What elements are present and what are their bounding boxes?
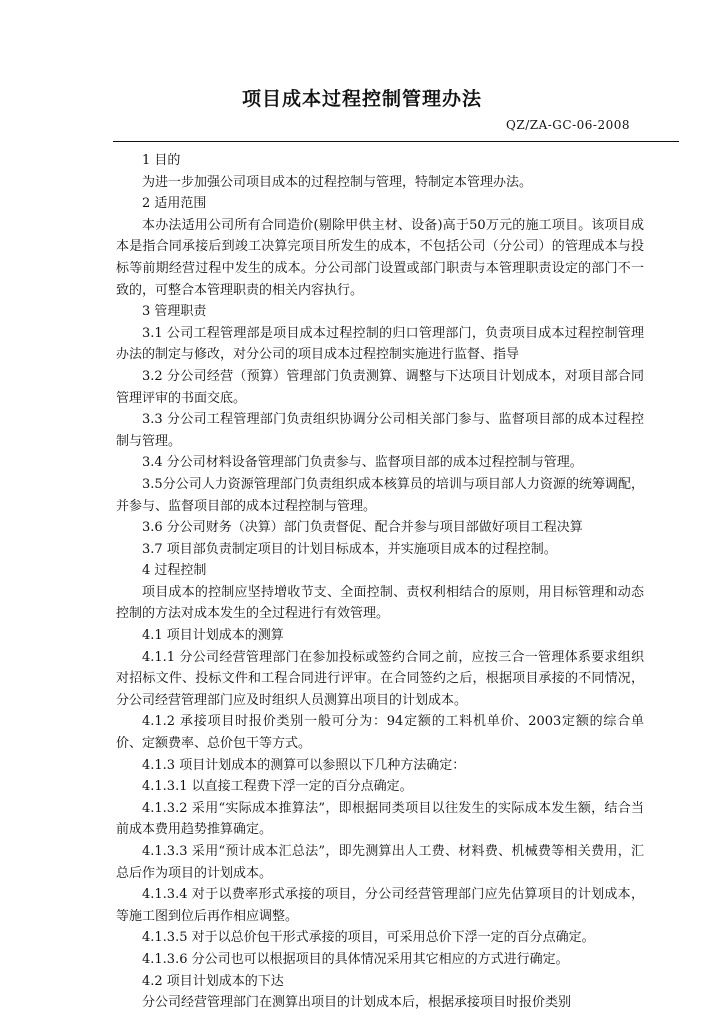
section-heading: 2 适用范围 <box>142 196 207 212</box>
paragraph: 3.7 项目部负责制定项目的计划目标成本，并实施项目成本的过程控制。 <box>142 541 557 557</box>
paragraph: 4.1.3.1 以直接工程费下浮一定的百分点确定。 <box>142 779 413 795</box>
paragraph: 本办法适用公司所有合同造价(剔除甲供主材、设备)高于50万元的施工项目。该项目成本是指合同承接后到竣工决算完项目所发生的成本，不包括公司（分公司）的管理成本与投标等前期经营过程中发生的成本。分公司部门设置或部门职责与本管理职责设定的部门不一致的，可整合本管理职责的相关内容执行。 <box>116 217 644 298</box>
paragraph: 4.1.3.3 采用“预计成本汇总法”，即先测算出人工费、材料费、机械费等相关费用，汇总后作为项目的计划成本。 <box>116 844 644 881</box>
subsection-heading: 4.2 项目计划成本的下达 <box>142 973 284 989</box>
section-heading: 4 过程控制 <box>142 563 207 579</box>
paragraph: 4.1.3.5 对于以总价包干形式承接的项目，可采用总价下浮一定的百分点确定。 <box>142 930 595 946</box>
document-body <box>116 150 644 1014</box>
paragraph: 4.1.3.2 采用“实际成本推算法”，即根据同类项目以往发生的实际成本发生额，结合当前成本费用趋势推算确定。 <box>116 800 644 838</box>
paragraph: 4.1.3.6 分公司也可以根据项目的具体情况采用其它相应的方式进行确定。 <box>142 951 569 967</box>
paragraph: 3.4 分公司材料设备管理部门负责参与、监督项目部的成本过程控制与管理。 <box>142 455 583 471</box>
document-number: QZ/ZA-GC-06-2008 <box>506 118 630 132</box>
paragraph: 3.5分公司人力资源管理部门负责组织成本核算员的培训与项目部人力资源的统筹调配，并参与、监督项目部的成本过程控制与管理。 <box>116 476 644 514</box>
paragraph: 分公司经营管理部门在测算出项目的计划成本后，根据承接项目时报价类别 <box>142 995 572 1011</box>
paragraph: 项目成本的控制应坚持增收节支、全面控制、责权利相结合的原则，用目标管理和动态控制的方法对成本发生的全过程进行有效管理。 <box>116 584 644 622</box>
paragraph: 4.1.1 分公司经营管理部门在参加投标或签约合同之前，应按三合一管理体系要求组织对招标文件、投标文件和工程合同进行评审。在合同签约之后，根据项目承接的不同情况，分公司经营管理部门应及时组织人员测算出项目的计划成本。 <box>116 649 644 708</box>
section-heading: 3 管理职责 <box>142 304 207 320</box>
subsection-heading: 4.1 项目计划成本的测算 <box>142 628 284 644</box>
section-heading: 1 目的 <box>142 153 181 168</box>
paragraph: 为进一步加强公司项目成本的过程控制与管理，特制定本管理办法。 <box>142 174 533 190</box>
paragraph: 3.1 公司工程管理部是项目成本过程控制的归口管理部门，负责项目成本过程控制管理办法的制定与修改，对分公司的项目成本过程控制实施进行监督、指导 <box>116 325 644 363</box>
header-divider <box>113 141 679 142</box>
paragraph: 4.1.3 项目计划成本的测算可以参照以下几种方法确定： <box>142 757 466 773</box>
page-title: 项目成本过程控制管理办法 <box>241 88 482 110</box>
paragraph: 4.1.2 承接项目时报价类别一般可分为：94定额的工料机单价、2003定额的综合单价、定额费率、总价包干等方式。 <box>116 714 644 752</box>
paragraph: 3.6 分公司财务（决算）部门负责督促、配合并参与项目部做好项目工程决算 <box>142 520 583 536</box>
paragraph: 3.3 分公司工程管理部门负责组织协调分公司相关部门参与、监督项目部的成本过程控制与管理。 <box>116 412 644 449</box>
paragraph: 4.1.3.4 对于以费率形式承接的项目，分公司经营管理部门应先估算项目的计划成本，等施工图到位后再作相应调整。 <box>116 887 644 924</box>
paragraph: 3.2 分公司经营（预算）管理部门负责测算、调整与下达项目计划成本，对项目部合同管理评审的书面交底。 <box>116 368 644 406</box>
